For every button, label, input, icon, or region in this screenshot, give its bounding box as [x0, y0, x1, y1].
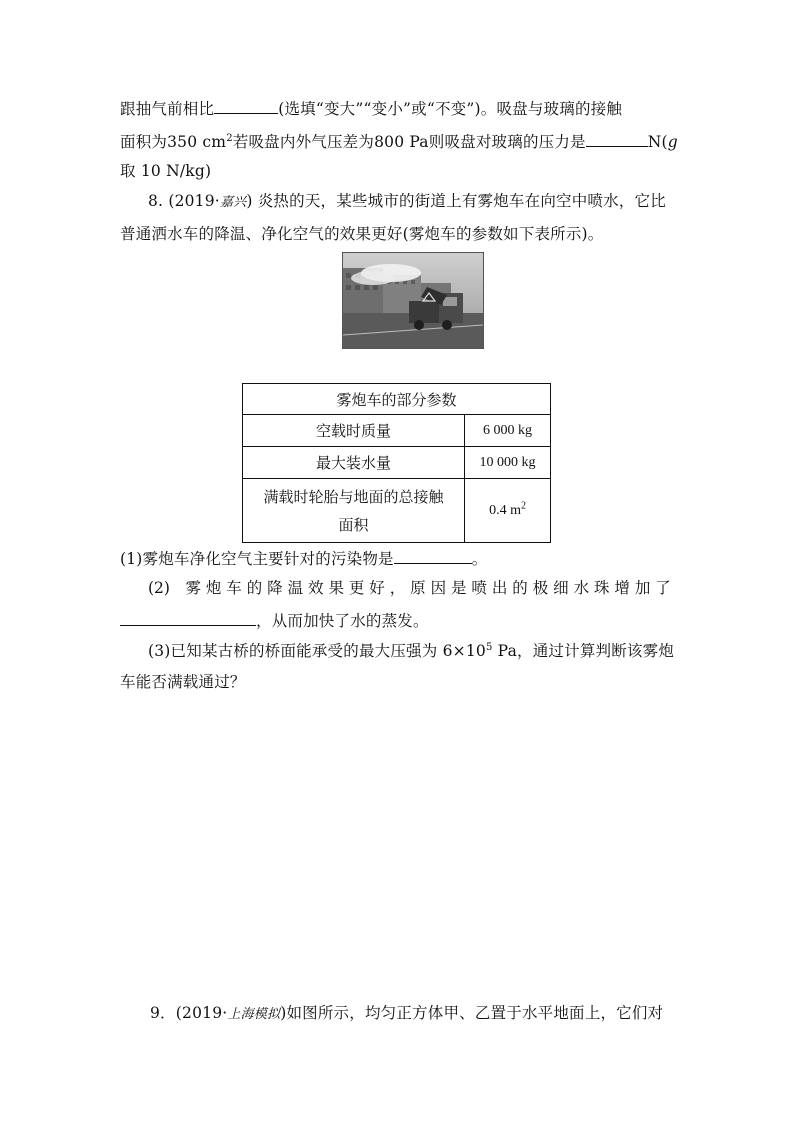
text-line: 取 10 N/kg) — [120, 162, 212, 180]
param-label: 最大装水量 — [243, 447, 465, 479]
answer-blank[interactable] — [394, 547, 472, 564]
sub-question-2-continued: ，从而加快了水的蒸发。 — [120, 609, 676, 631]
fog-cannon-truck-photo — [342, 252, 484, 349]
param-value: 10 000 kg — [465, 447, 551, 479]
text-line: 普通洒水车的降温、净化空气的效果更好(雾炮车的参数如下表所示)。 — [120, 225, 604, 243]
table-title: 雾炮车的部分参数 — [243, 384, 551, 415]
sub-question-1: (1)雾炮车净化空气主要针对的污染物是 。 — [120, 547, 680, 569]
text-line: 面积为350 $cm^2$若吸盘内外气压差为800 Pa则吸盘对玻璃的压力是 N(g — [120, 130, 676, 152]
sub-question-3: (3)已知某古桥的桥面能承受的最大压强为 $6\times 10^5$ Pa，通过计算判断该雾炮 — [148, 641, 675, 660]
param-value: 6 000 kg — [465, 415, 551, 447]
table-row — [243, 479, 551, 543]
text-line: 车能否满载通过？ — [120, 673, 246, 691]
truck-image-icon — [343, 253, 483, 348]
table-row — [243, 447, 551, 479]
param-label: 空载时质量 — [243, 415, 465, 447]
text-line: 跟抽气前相比 (选填“变大”“变小”或“不变”)。吸盘与玻璃的接触 — [120, 97, 676, 119]
question-9-stem: 9．(2019·上海模拟)如图所示，均匀正方体甲、乙置于水平地面上，它们对 — [150, 1004, 664, 1022]
question-source: 嘉兴 — [219, 195, 247, 210]
fog-cannon-parameters-table — [242, 383, 551, 543]
param-label: 满载时轮胎与地面的总接触 面积 — [243, 479, 465, 543]
answer-blank[interactable] — [586, 130, 648, 147]
answer-blank[interactable] — [214, 97, 278, 114]
sub-question-2: (2) 雾 炮 车 的 降 温 效 果 更 好 ， 原 因 是 喷 出 的 极 细 水 珠 增 加 了 — [148, 579, 671, 597]
table-row — [243, 415, 551, 447]
question-8-stem: 8. (2019·嘉兴) 炎热的天，某些城市的街道上有雾炮车在向空中喷水，它比 — [148, 192, 666, 210]
answer-blank[interactable] — [120, 609, 256, 626]
question-source: 上海模拟 — [227, 1007, 281, 1022]
param-value: 0.4 $m^2$ — [465, 479, 551, 543]
